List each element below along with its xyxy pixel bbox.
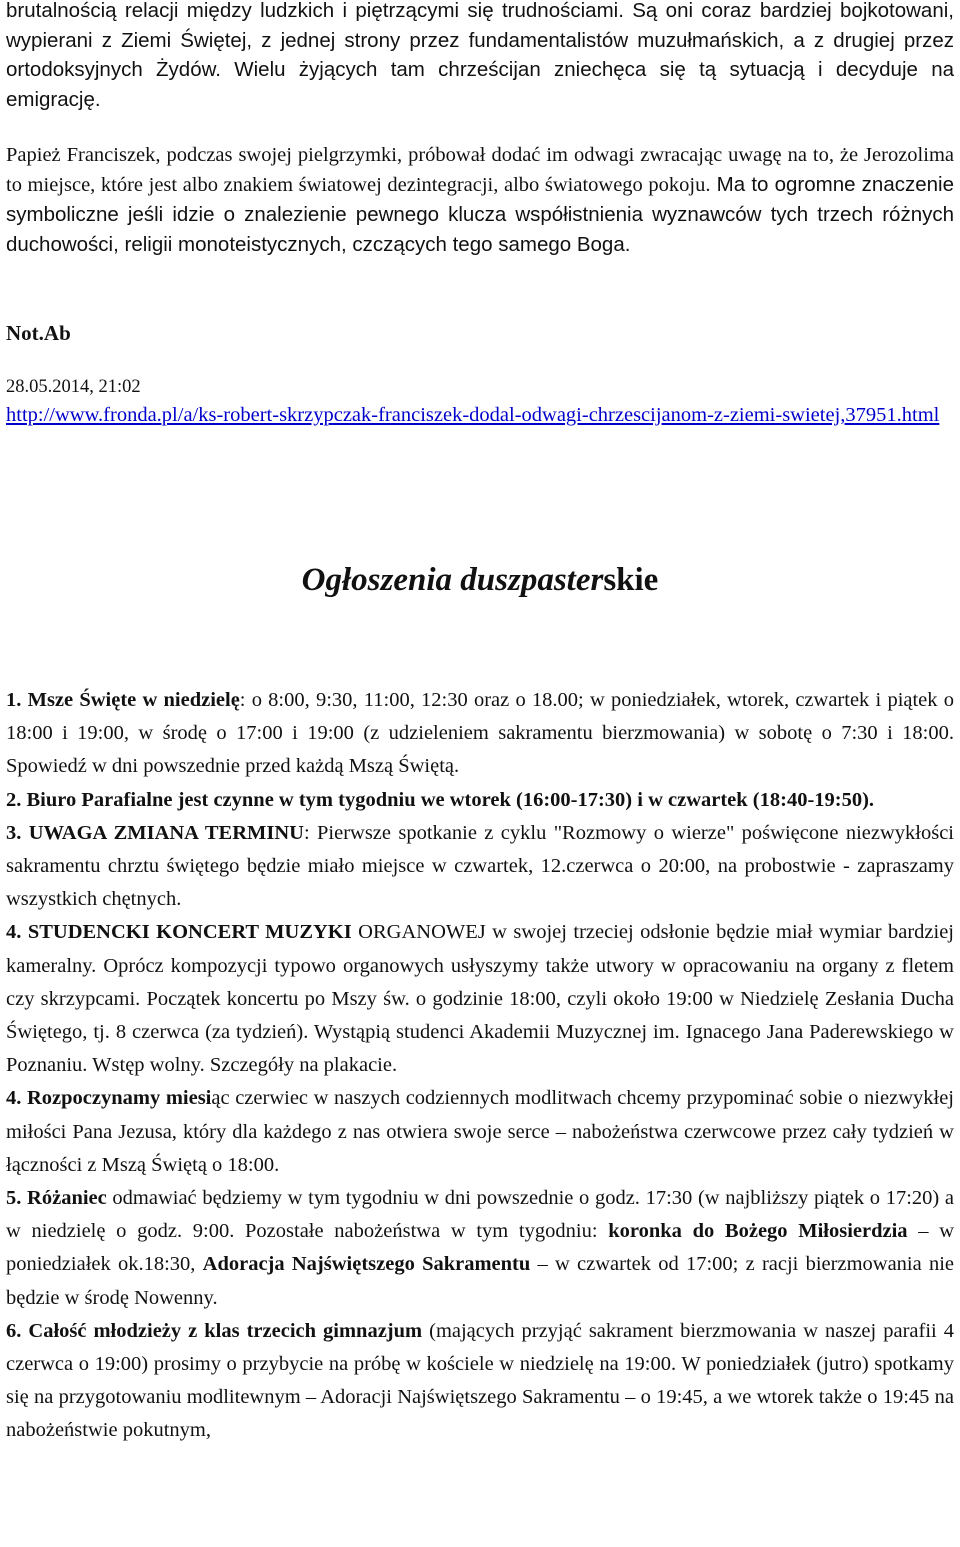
announcement-text: (mających przyjąć sakrament bierzmowania w naszej parafii 4 czerwca o 19:00) prosimy o przybycie na próbę w kościele w niedzielę na 19:00. W poniedziałek (jutro) spotkamy się na przygotowaniu modlitewnym – Adoracji Najświętszego Sakramentu – o 19:45, a we wtorek także o 19:45 na nabożeństwie pokutnym,	[6, 1319, 954, 1442]
announcement-heading: Rozpoczynamy miesi	[21, 1087, 212, 1110]
announcement-number: 5.	[6, 1187, 22, 1210]
announcement-heading: koronka do Bożego Miłosierdzia	[608, 1220, 908, 1243]
announcement-item	[6, 817, 954, 917]
announcement-text: – w poniedziałek ok.18:30,	[6, 1220, 954, 1276]
announcement-heading: Msze Święte w niedzielę	[21, 689, 240, 711]
announcement-text: ORGANOWEJ w swojej trzeciej odsłonie będzie miał wymiar bardziej kameralny. Oprócz kompozycji typowo organowych usłyszymy także utwory w opracowaniu na organy z fletem czy skrzypcami. Początek koncertu po Mszy św. o godzinie 18:00, czyli około 19:00 w Niedzielę Zesłania Ducha Świętego, tj. 8 czerwca (za tydzień). Wystąpią studenci Akademii Muzycznej im. Ignacego Jana Paderewskiego w Poznaniu. Wstęp wolny. Szczegóły na plakacie.	[6, 921, 954, 1077]
announcement-heading: Całość młodzieży z klas trzecich gimnazjum	[21, 1319, 423, 1342]
source-link[interactable]: http://www.fronda.pl/a/ks-robert-skrzypczak-franciszek-dodal-odwagi-chrzescijanom-z-ziemi-swietej,37951.html	[6, 404, 940, 426]
intro-paragraph-1: brutalnością relacji między ludzkich i piętrzącymi się trudnościami. Są oni coraz bardziej bojkotowani, wypierani z Ziemi Świętej, z jednej strony przez fundamentalistów muzułmańskich, a z drugiej przez ortodoksyjnych Żydów. Wielu żyjących tam chrześcijan zniechęca się tą sytuacją i decyduje na emigrację.	[6, 0, 954, 111]
page-title	[0, 558, 960, 602]
announcement-item	[6, 1082, 954, 1182]
announcement-number: 4.	[6, 921, 22, 944]
announcement-text: – w czwartek od 17:00; z racji bierzmowania nie będzie w środę Nowenny.	[6, 1253, 954, 1309]
announcement-number: 6.	[6, 1319, 22, 1342]
announcement-number: 4.	[6, 1087, 22, 1110]
intro-paragraph-2-serif: Papież Franciszek, podczas swojej pielgrzymki, próbował dodać im odwagi zwracając uwagę na to, że Jerozolima to miejsce, które jest albo znakiem światowej dezintegracji, albo światowego pokoju.	[6, 144, 954, 196]
page-title-plain: skie	[603, 562, 659, 598]
announcement-text: : Pierwsze spotkanie z cyklu "Rozmowy o wierze" poświęcone niezwykłości sakramentu chrztu świętego będzie miało miejsce w czwartek, 12.czerwca o 20:00, na probostwie - zapraszamy wszystkich chętnych.	[6, 821, 954, 911]
announcement-heading: Adoracja Najświętszego Sakramentu	[202, 1253, 531, 1276]
signature: Not.Ab	[6, 321, 71, 345]
announcement-text: odmawiać będziemy w tym tygodniu w dni powszednie o godz. 17:30 (w najbliższy piątek o 17:20) a w niedzielę o godz. 9:00. Pozostałe nabożeństwa w tym tygodniu:	[6, 1187, 954, 1243]
announcement-number: 1.	[6, 689, 22, 711]
announcement-heading: STUDENCKI KONCERT MUZYKI	[21, 921, 352, 944]
announcement-heading: Biuro Parafialne jest czynne w tym tygodniu we wtorek (16:00-17:30) i w czwartek (18:40-19:50).	[21, 788, 875, 811]
announcement-item	[6, 784, 954, 817]
announcement-item	[6, 916, 954, 1082]
source-link-container	[6, 400, 954, 430]
announcement-heading: UWAGA ZMIANA TERMINU	[21, 821, 304, 844]
announcement-text: ąc czerwiec w naszych codziennych modlitwach chcemy przypominać sobie o niezwykłej miłości Pana Jezusa, który dla każdego z nas otwiera swoje serce – nabożeństwa czerwcowe przez cały tydzień w łączności z Mszą Świętą o 18:00.	[6, 1087, 954, 1176]
announcement-number: 3.	[6, 821, 22, 844]
source-datetime: 28.05.2014, 21:02	[6, 377, 141, 397]
page-title-italic: Ogłoszenia duszpaster	[301, 562, 604, 598]
announcements-list	[6, 684, 954, 1448]
intro-paragraph-2-sans: Ma to ogromne znaczenie symboliczne jeśli idzie o znalezienie pewnego klucza współistnienia wyznawców tych trzech różnych duchowości, religii monoteistycznych, czczących tego samego Boga.	[6, 173, 954, 256]
announcement-item	[6, 1182, 954, 1315]
announcement-heading: Różaniec	[21, 1187, 107, 1210]
announcement-item	[6, 684, 954, 784]
intro-paragraph-2	[6, 140, 954, 260]
announcement-text: : o 8:00, 9:30, 11:00, 12:30 oraz o 18.00; w poniedziałek, wtorek, czwartek i piątek o 18:00 i 19:00, w środę o 17:00 i 19:00 (z udzieleniem sakramentu bierzmowania) w sobotę o 7:30 i 18:00. Spowiedź w dni powszednie przed każdą Mszą Świętą.	[6, 689, 954, 778]
announcement-number: 2.	[6, 788, 22, 811]
announcement-item	[6, 1315, 954, 1448]
